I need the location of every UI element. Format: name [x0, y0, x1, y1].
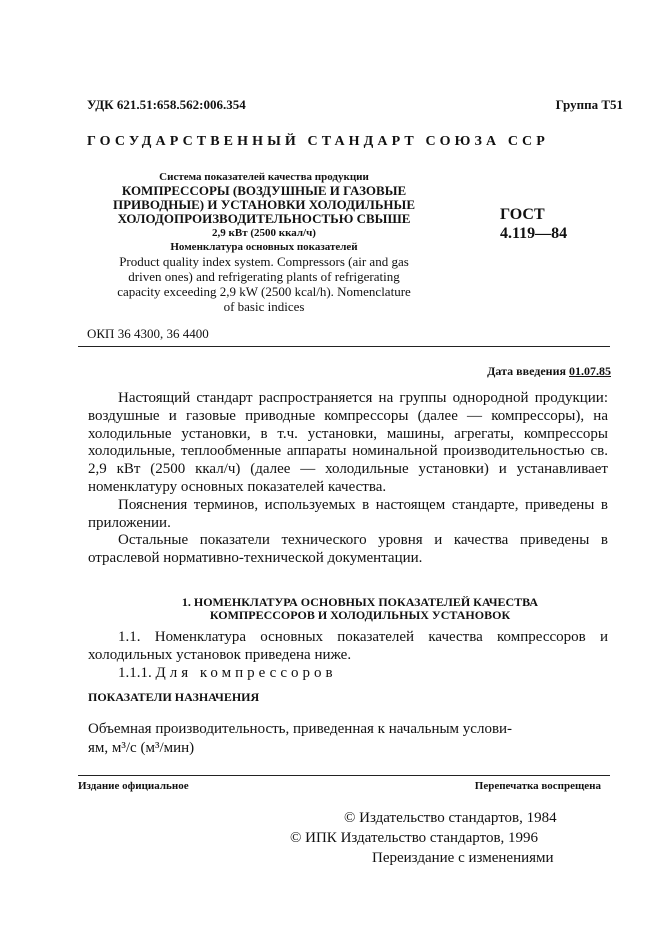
state-standard-heading: ГОСУДАРСТВЕННЫЙ СТАНДАРТ СОЮЗА ССР — [87, 134, 549, 149]
nomenclature-subtitle: Номенклатура основных показателей — [170, 241, 358, 253]
clause-1-1-text: 1.1. Номенклатура основных показателей качества компрессоров и холодильных установок приведена ниже. — [88, 629, 608, 663]
system-title: Система показателей качества продукции — [159, 171, 369, 183]
section-1-title-line-2: КОМПРЕССОРОВ И ХОЛОДИЛЬНЫХ УСТАНОВОК — [209, 608, 511, 622]
english-title-line-3: capacity exceeding 2,9 kW (2500 kcal/h). Nomenclature — [117, 284, 411, 299]
volume-capacity — [88, 720, 608, 758]
volume-capacity-line-1: Объемная производительность, приведенная к начальным услови- — [88, 721, 513, 737]
clause-1-1 — [88, 628, 608, 682]
group-code: Группа Т51 — [555, 97, 623, 112]
clause-1-1-1-text: Для компрессоров — [155, 665, 337, 681]
english-title-line-4: of basic indices — [223, 299, 305, 314]
footer-divider — [78, 775, 610, 776]
title-block — [86, 170, 442, 314]
intro-paragraph-1: Настоящий стандарт распространяется на группы однородной продукции: воздушные и газовые приводные компрессоры (далее — компрессоры), на холодильные установки, в т.ч. установки, машины, агрегаты, компрессоры холодильные, теплообменные аппараты номинальной производительностью св. 2,9 кВт (2500 ккал/ч) (далее — холодильные установки) и устанавливает номенклатуру основных показателей качества. — [88, 390, 608, 495]
udk-code: УДК 621.51:658.562:006.354 — [87, 97, 246, 112]
main-title-line-1: КОМПРЕССОРЫ (ВОЗДУШНЫЕ И ГАЗОВЫЕ — [121, 183, 407, 198]
date-value: 01.07.85 — [569, 364, 611, 378]
effective-date — [487, 364, 611, 379]
okp-code: ОКП 36 4300, 36 4400 — [87, 326, 209, 341]
date-label: Дата введения — [487, 364, 566, 378]
copyright-1996: © ИПК Издательство стандартов, 1996 — [290, 830, 539, 846]
header-divider — [78, 346, 610, 347]
intro-paragraph-2: Пояснения терминов, используемых в настоящем стандарте, приведены в приложении. — [88, 496, 608, 531]
gost-designation — [500, 205, 567, 243]
gost-number: 4.119—84 — [500, 225, 568, 242]
intro-paragraph-3: Остальные показатели технического уровня и качества приведены в отраслевой нормативно-технической документации. — [88, 532, 608, 567]
english-title-line-1: Product quality index system. Compressors (air and gas — [119, 254, 409, 269]
clause-1-1-1 — [88, 664, 608, 682]
purpose-indicators-heading: ПОКАЗАТЕЛИ НАЗНАЧЕНИЯ — [88, 690, 260, 704]
reissue-note: Переиздание с изменениями — [372, 850, 554, 866]
capacity-range: 2,9 кВт (2500 ккал/ч) — [212, 227, 316, 239]
copyright-block — [290, 808, 557, 868]
english-title-line-2: driven ones) and refrigerating plants of refrigerating — [128, 269, 400, 284]
reprint-forbidden-label: Перепечатка воспрещена — [474, 780, 601, 792]
main-title-line-3: ХОЛОДОПРОИЗВОДИТЕЛЬНОСТЬЮ СВЫШЕ — [117, 211, 411, 226]
copyright-1984: © Издательство стандартов, 1984 — [344, 810, 557, 826]
intro-text — [88, 390, 608, 568]
volume-capacity-line-2: ям, м³/с (м³/мин) — [88, 740, 195, 756]
main-title-line-2: ПРИВОДНЫЕ) И УСТАНОВКИ ХОЛОДИЛЬНЫЕ — [113, 197, 415, 212]
clause-1-1-1-number: 1.1.1. — [118, 665, 152, 681]
section-1-heading — [150, 596, 570, 622]
gost-label: ГОСТ — [500, 206, 545, 223]
section-1-title-line-1: 1. НОМЕНКЛАТУРА ОСНОВНЫХ ПОКАЗАТЕЛЕЙ КАЧЕСТВА — [181, 595, 539, 609]
official-edition-label: Издание официальное — [78, 780, 189, 792]
